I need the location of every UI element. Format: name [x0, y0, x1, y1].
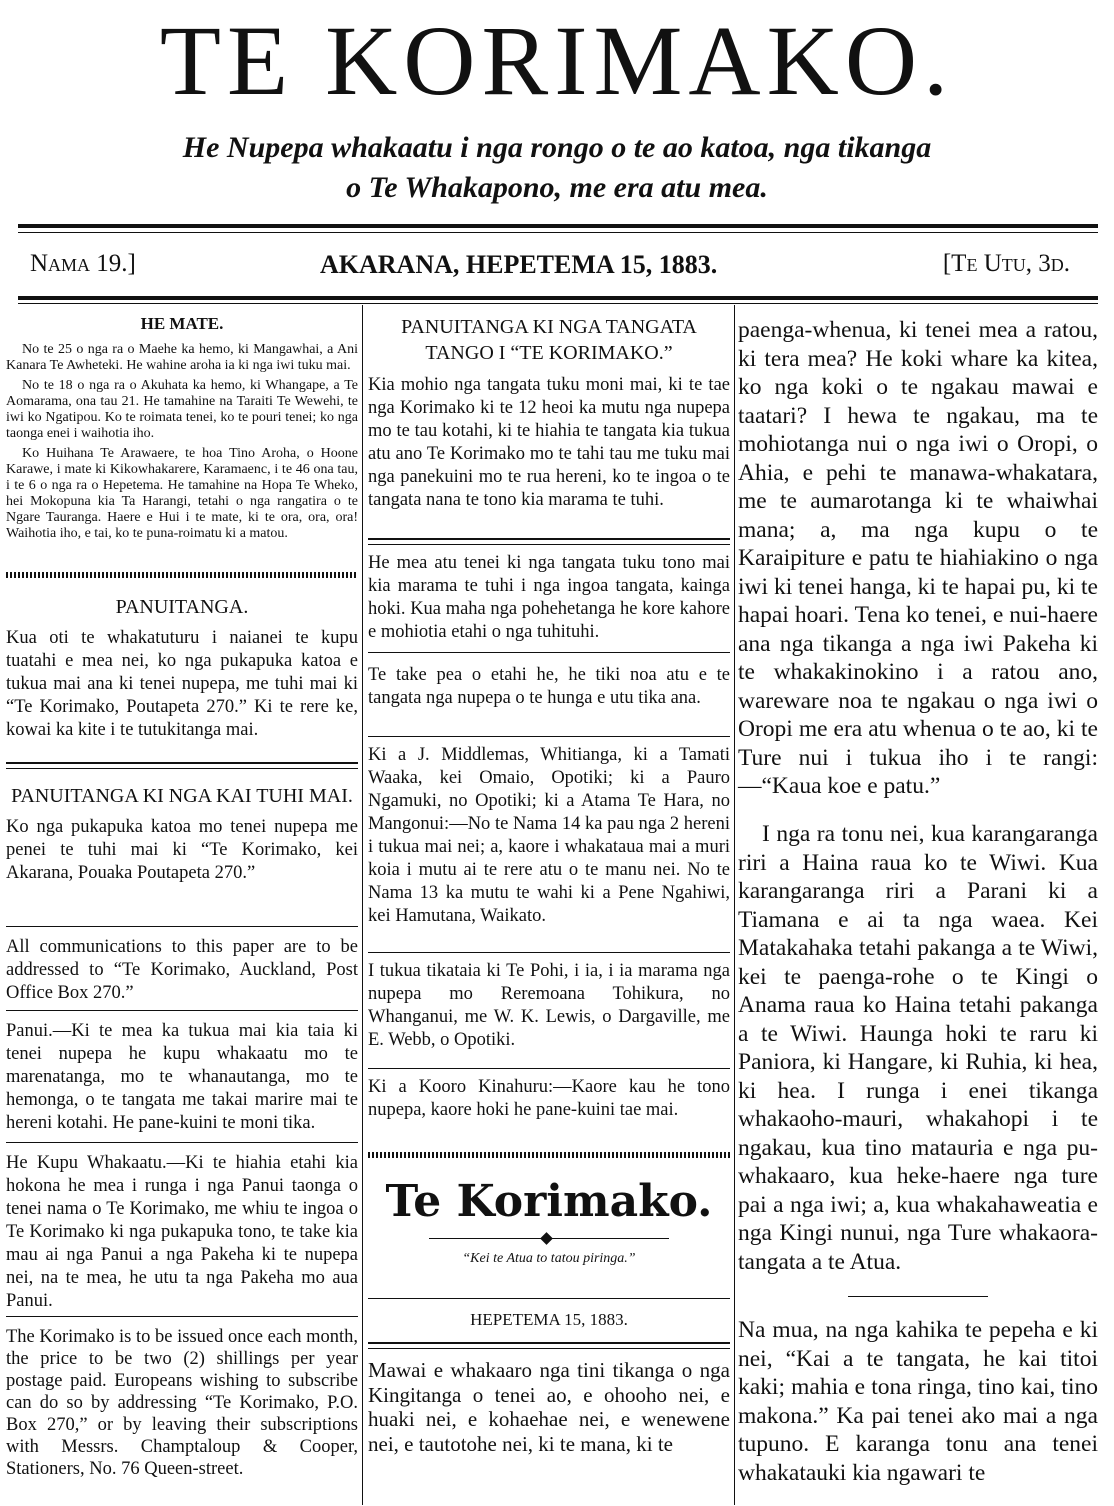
- mawai-section: [368, 1358, 730, 1456]
- tango-heading: PANUITANGA KI NGA TANGATA TANGO I “TE KORIMAKO.”: [401, 316, 697, 364]
- he-mate-heading: HE MATE.: [140, 314, 224, 333]
- kooro-section: [368, 1076, 730, 1122]
- separator-double: [368, 538, 730, 545]
- kai-tuhi-heading: PANUITANGA KI NGA KAI TUHI MAI.: [11, 785, 353, 807]
- separator-line: [368, 736, 730, 737]
- ki-a-text: Ki a J. Middlemas, Whitianga, ki a Tamati Waaka, kei Omaio, Opotiki; ki a Pauro Ngamuki, no Opotiki; ki a Atama Te Hara, no Mangonui:—No te Nama 14 ka pau nga 2 hereni i tukua mai nei; a, kaore i whakataua mai a muri koia i mutu ai te rere atu o te manu nei. No te Nama 13 ka mutu te wahi ki a Pene Ngahiwi, kei Hamutana, Waikato.: [368, 745, 730, 926]
- all-communications-section: [6, 936, 358, 1005]
- editorial-header: [368, 1176, 730, 1268]
- kai-tuhi-section: [6, 784, 358, 885]
- subtitle-line-2: o Te Whakapono, me era atu mea.: [346, 171, 768, 204]
- panui-text: Panui.—Ki te mea ka tukua mai kia taia ki tenei nupepa he kupu whakaatu mo te marenatanga, mo te whanautanga, mo te hemonga, o te tangata me takai marire mai te hereni kotahi. He pane-kuini te moni tika.: [6, 1021, 358, 1133]
- dateline-rule-thick: [18, 296, 1098, 300]
- panui-section: [6, 1020, 358, 1135]
- separator-short: [848, 1296, 988, 1297]
- separator-line: [368, 1298, 730, 1299]
- panuitanga-heading: PANUITANGA.: [115, 596, 249, 618]
- separator-double: [368, 1342, 730, 1349]
- separator-line: [6, 926, 358, 927]
- te-take-section: [368, 664, 730, 710]
- he-mate-notice-2: No te 18 o nga ra o Akuhata ka hemo, ki Whangape, a Te Aomarama, ona tau 21. He tamahine na Taraiti Te Wewehi, te iwi ko Ngatipou. Ko te roimata tenei, ko te pouri tenei; ko nga taonga enei i waihotia iho.: [6, 378, 358, 441]
- place-date: AKARANA, HEPETEMA 15, 1883.: [320, 250, 718, 279]
- editorial-text-2: I nga ra tonu nei, kua karangaranga riri a Haina raua ko te Wiwi. Kua karangaranga riri a Parani ki a Tiamana e ai ta nga waea. Kei Matakahaka tetahi pakanga a te Wiwi, kei te paenga-rohe o te Kingi o Anama raua ko Haina tetahi pakanga a te Wiwi. Haunga hoki te raru ki Paniora, ki Hangare, ki Ruhia, ki hea, ki hea. I runga i enei tikanga whakaoho-mauri, whakahopi i te ngakau, kua tino matauria e nga pu-whakaaro, kua heke-haere nga ture pai a nga iwi; a, kua whakahaweatia e nga Kingi nunui, nga Ture whakaora-tangata a te Atua.: [738, 821, 1098, 1275]
- top-rule-thin: [18, 232, 1098, 233]
- tukua-text: I tukua tikataia ki Te Pohi, i ia, i ia marama nga nupepa mo Reremoana Tohikura, no Whanganui, me W. K. Lewis, o Dargaville, me E. Webb, o Opotiki.: [368, 961, 730, 1050]
- kupu-whakaatu-section: [6, 1152, 358, 1313]
- masthead-title: TE KORIMAKO.: [159, 5, 955, 116]
- panuitanga-text: Kua oti te whakatuturu i naianei te kupu tuatahi e mea nei, ko nga pukapuka katoa e tukua mai ana ki tenei nupepa, me tuhi mai ki “Te Korimako, Poutapeta 270.” Ki te rere ke, kowai ka kite i te tutukitanga mai.: [6, 628, 358, 740]
- he-mea-text: He mea atu tenei ki nga tangata tuku tono mai kia marama te tuhi i nga ingoa tangata, kainga hoki. Kua maha nga pohehetanga he kore kahore e mohiotia etahi o nga tuhituhi.: [368, 553, 730, 642]
- mawai-text: Mawai e whakaaro nga tini tikanga o nga Kingitanga o tenei ao, e ohooho nei, e huaki nei, e kohaehae nei, e wenewene nei, e tautotohe nei, ki te mana, ki te: [368, 1358, 730, 1456]
- english-notice-section: [6, 1326, 358, 1480]
- motto: “Kei te Atua to tatou piringa.”: [462, 1251, 636, 1266]
- kai-tuhi-text: Ko nga pukapuka katoa mo tenei nupepa me penei te tuhi mai ki “Te Korimako, kei Akarana, Pouaka Poutapeta 270.”: [6, 817, 358, 883]
- separator-dotted: [6, 572, 358, 578]
- issue-number: Nama 19.]: [30, 250, 136, 277]
- he-mea-section: [368, 552, 730, 644]
- tango-text: Kia mohio nga tangata tuku moni mai, ki te tae nga Korimako ki te 12 heoi ka mutu nga nupepa mo te tau kotahi, ki te hiahia te tangata kia tukua atu ano Te Korimako mo te tahi tau me tuku mai nga panekuini mo te rua hereni, ko te ingoa o te tangata nana te tono kia marama te tuhi.: [368, 375, 730, 510]
- ki-a-section: [368, 744, 730, 928]
- he-mate-section: [6, 314, 358, 542]
- separator-line: [368, 952, 730, 953]
- he-mate-notice-1: No te 25 o nga ra o Maehe ka hemo, ki Mangawhai, a Ani Kanara Te Awheteki. He wahine aroha ia ki nga iwi tuku mai.: [6, 342, 358, 373]
- separator-line: [6, 1316, 358, 1317]
- kooro-text: Ki a Kooro Kinahuru:—Kaore kau he tono nupepa, kaore hoki he pane-kuini tae mai.: [368, 1077, 730, 1120]
- separator-line: [368, 1068, 730, 1069]
- editorial-text-1: paenga-whenua, ki tenei mea a ratou, ki tera mea? He koki whare ka kitea, ko nga koki o te ngakau mawai e taatari? I hewa te ngakau, ma te mohiotanga nui o nga iwi o Oropi, o Ahia, e pehi te manawa-whakatara, me te aumarotanga ki te whaiwhai mana; a, ma nga kupu o te Karaipiture e patu te hiahiakino o nga iwi ki tenei hanga, ki te hapai pu, ki te hapai hoari. Tena ko tenei, e nui-haere ana nga tikanga a nga iwi Pakeha ki te whakakinokino i a ratou ano, wareware noa te ngakau o nga iwi o Oropi me era atu whenua o te ao, ki te Ture nui i tukua iho i te rangi:—“Kaua koe e patu.”: [738, 317, 1098, 799]
- issue-price: [Te Utu, 3d.: [942, 250, 1070, 277]
- top-rule-thick: [18, 224, 1098, 228]
- editorial-para-1: [738, 316, 1098, 801]
- te-take-text: Te take pea o etahi he, he tiki noa atu e te tangata nga nupepa o te hunga e utu tika ana.: [368, 665, 730, 708]
- separator-line: [6, 1142, 358, 1143]
- masthead-subtitle: [40, 128, 1074, 208]
- column-divider-1: [362, 305, 363, 1505]
- separator-dotted: [368, 1152, 730, 1158]
- editorial-text-3: Na mua, na nga kahika te pepeha e ki nei, “Kai a te tangata, he kai titoi kaki; mahia e tona ringa, tino kai, tino makona.” Ka pai tenei ako mai a nga tupuno. E karanga tonu ana tenei whakatauki kia ngawari te: [738, 1317, 1098, 1486]
- column-3: [738, 310, 1098, 1500]
- dateline-rule-thin: [18, 303, 1098, 304]
- all-communications-text: All communications to this paper are to be addressed to “Te Korimako, Auckland, Post Office Box 270.”: [6, 937, 358, 1003]
- dateline: [30, 250, 1090, 284]
- column-1: [6, 310, 358, 1500]
- tango-section: [368, 314, 730, 512]
- separator-line: [368, 652, 730, 653]
- blackletter-title: Te Korimako.: [385, 1176, 713, 1227]
- issue-date-section: [368, 1310, 730, 1330]
- panuitanga-section: [6, 596, 358, 742]
- tukua-section: [368, 960, 730, 1052]
- column-divider-2: [734, 305, 735, 1505]
- ornament-rule: [429, 1234, 669, 1244]
- separator-line: [6, 1010, 358, 1011]
- editorial-para-2: [738, 820, 1098, 1276]
- separator-double: [6, 762, 358, 769]
- kupu-whakaatu-text: He Kupu Whakaatu.—Ki te hiahia etahi kia hokona he mea i runga i nga Panui taonga o tenei nama o Te Korimako, me whiu te ingoa o Te Korimako ki nga pukapuka tono, te take kia mau ai nga Panui a nga Pakeha ki te nupepa nei, na te mea, he utu ta nga Pakeha mo aua Panui.: [6, 1153, 358, 1311]
- editorial-para-3: [738, 1316, 1098, 1487]
- subtitle-line-1: He Nupepa whakaatu i nga rongo o te ao katoa, nga tikanga: [182, 131, 932, 164]
- he-mate-notice-3: Ko Huihana Te Arawaere, te hoa Tino Aroha, o Hoone Karawe, i mate ki Kikowhakarere, Karamaenc, i te 46 ona tau, i te 6 o nga ra o Hepetema. He tamahine na Hopa Te Wheko, hei Mokopuna kia Ta Harangi, tetahi o nga rangatira o te Ngare Tauranga. Haere e Hui i te mate, ki te ora, ora, ora! Waihotia iho, e tai, ko te puna-roimatu ki a matou.: [6, 446, 358, 541]
- editorial-date: HEPETEMA 15, 1883.: [470, 1310, 628, 1329]
- column-2: [368, 310, 730, 1500]
- english-notice-text: The Korimako is to be issued once each month, the price to be two (2) shillings per year postage paid. Europeans wishing to subscribe can do so by addressing “Te Korimako, P.O. Box 270,” or by leaving their subscriptions with Messrs. Champtaloup & Cooper, Stationers, No. 76 Queen-street.: [6, 1327, 358, 1479]
